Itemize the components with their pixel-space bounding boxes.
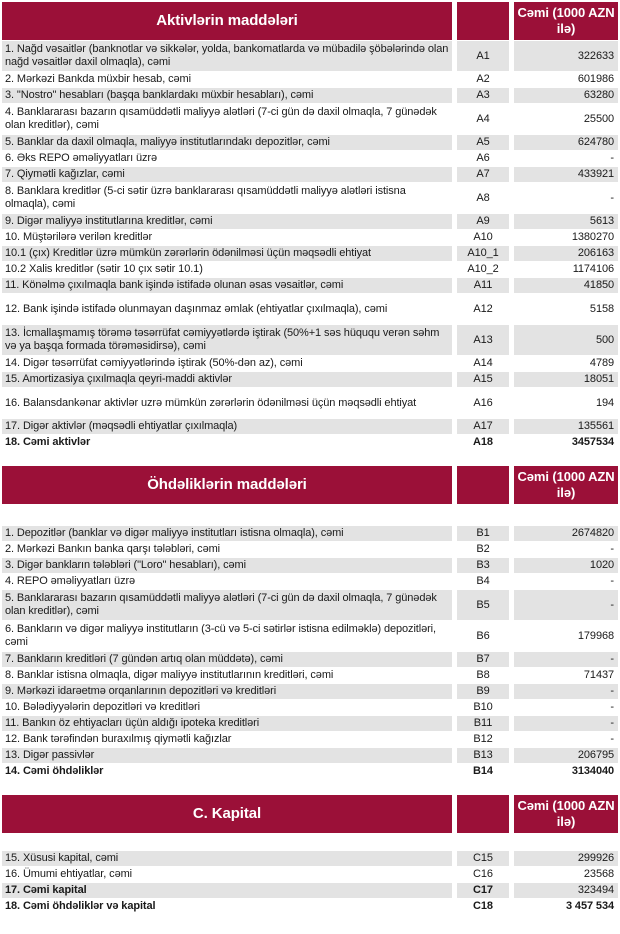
row-item-code: B9	[457, 684, 509, 699]
section-rows	[2, 41, 618, 450]
section-title: Aktivlərin maddələri	[2, 2, 452, 40]
row-item-value: -	[610, 191, 614, 204]
row-item-label: 8. Banklara kreditlər (5-ci sətir üzrə banklararası qısamüddətli maliyyə alətləri istisna olmaqla), cəmi	[5, 185, 406, 210]
table-row	[2, 419, 618, 434]
row-item-value: 25500	[583, 112, 614, 125]
row-item-code: B14	[473, 765, 493, 777]
table-row	[2, 167, 618, 182]
row-item-code: A9	[457, 214, 509, 229]
row-item-label: 14. Digər təsərrüfat cəmiyyətlərində iştirak (50%-dən az), cəmi	[5, 357, 303, 369]
row-item-label: 7. Bankların kreditləri (7 gündən artıq olan müddətə), cəmi	[2, 652, 452, 667]
table-row	[2, 214, 618, 229]
row-item-label: 18. Cəmi aktivlər	[5, 436, 91, 448]
table-row	[2, 388, 618, 418]
table-row	[2, 356, 618, 371]
report-section	[2, 2, 618, 450]
row-item-code: B3	[457, 558, 509, 573]
row-item-label: 16. Ümumi ehtiyatlar, cəmi	[5, 868, 132, 880]
amount-column-header: Cəmi (1000 AZN ilə)	[514, 2, 618, 40]
row-item-code: B10	[473, 701, 493, 713]
table-row	[2, 435, 618, 450]
row-item-label: 10.2 Xalis kreditlər (sətir 10 çıx sətir 10.1)	[5, 263, 203, 275]
row-item-label: 9. Mərkəzi idarəetmə orqanlarının depozitləri və kreditləri	[2, 684, 452, 699]
row-item-label: 5. Banklar da daxil olmaqla, maliyyə institutlarındakı depozitlər, cəmi	[2, 135, 452, 150]
row-item-label: 10. Bələdiyyələrin depozitləri və kreditləri	[5, 701, 200, 713]
row-item-label: 10.1 (çıx) Kreditlər üzrə mümkün zərərlərin ödənilməsi üçün məqsədli ehtiyat	[2, 246, 452, 261]
table-row	[2, 652, 618, 667]
row-item-value: 3134040	[571, 765, 614, 777]
table-row	[2, 668, 618, 683]
row-item-label: 2. Mərkəzi Bankda müxbir hesab, cəmi	[5, 73, 191, 85]
row-item-code: B2	[476, 543, 490, 555]
row-item-value: 71437	[583, 669, 614, 681]
row-item-value: -	[514, 590, 618, 620]
section-rows	[2, 526, 618, 779]
row-item-label: 17. Cəmi kapital	[2, 883, 452, 898]
table-row	[2, 526, 618, 541]
table-row	[2, 867, 618, 882]
row-item-value: 624780	[514, 135, 618, 150]
row-item-label: 1. Nağd vəsaitlər (banknotlar və sikkələr, yolda, bankomatlarda və mübadilə şöbələrində olan nağd vəsaitlər daxil olmaqla), cəmi	[2, 41, 452, 71]
table-row	[2, 325, 618, 355]
row-item-label: 9. Digər maliyyə institutlarına kreditlər, cəmi	[2, 214, 452, 229]
section-title: C. Kapital	[2, 795, 452, 833]
row-item-code: A10	[473, 231, 493, 243]
row-item-value: -	[514, 716, 618, 731]
row-item-label: 4. Banklararası bazarın qısamüddətli maliyyə alətləri (7-ci gün də daxil olmaqla, 7 günədək olan kreditlər), cəmi	[5, 106, 437, 131]
section-title: Öhdəliklərin maddələri	[2, 466, 452, 504]
row-item-label: 11. Könəlmə çıxılmaqla bank işində istifadə olunan əsas vəsaitlər, cəmi	[2, 278, 452, 293]
table-row	[2, 558, 618, 573]
row-item-code: B7	[457, 652, 509, 667]
row-item-value: -	[610, 543, 614, 555]
table-row	[2, 764, 618, 779]
row-item-code: B4	[476, 575, 490, 587]
row-item-value: -	[610, 701, 614, 713]
row-item-label: 8. Banklar istisna olmaqla, digər maliyyə institutlarının kreditləri, cəmi	[5, 669, 334, 681]
row-item-label: 12. Bank işində istifadə olunmayan daşınmaz əmlak (ehtiyatlar çıxılmaqla), cəmi	[5, 302, 388, 315]
row-item-value: -	[610, 152, 614, 164]
row-item-label: 12. Bank tərəfindən buraxılmış qiymətli kağızlar	[5, 733, 232, 745]
row-item-code: C17	[457, 883, 509, 898]
section-rows	[2, 851, 618, 914]
row-item-code: A6	[476, 152, 490, 164]
row-item-code: A12	[473, 302, 493, 315]
row-item-value: 4789	[589, 357, 614, 369]
row-item-label: 10. Müştərilərə verilən kreditlər	[5, 231, 153, 243]
row-item-value: 299926	[514, 851, 618, 866]
row-item-label: 14. Cəmi öhdəliklər	[5, 765, 104, 777]
row-item-code: A4	[476, 112, 490, 125]
table-row	[2, 88, 618, 103]
table-row	[2, 621, 618, 651]
table-row	[2, 590, 618, 620]
row-item-code: B8	[476, 669, 490, 681]
table-row	[2, 700, 618, 715]
table-row	[2, 574, 618, 589]
row-item-label: 18. Cəmi öhdəliklər və kapital	[5, 900, 156, 912]
section-header-code-spacer	[457, 795, 509, 833]
row-item-code: C18	[473, 900, 493, 912]
row-item-code: A13	[457, 325, 509, 355]
row-item-label: 15. Xüsusi kapital, cəmi	[2, 851, 452, 866]
table-row	[2, 732, 618, 747]
row-item-label: 7. Qiymətli kağızlar, cəmi	[2, 167, 452, 182]
table-row	[2, 135, 618, 150]
row-item-code: C15	[457, 851, 509, 866]
table-row	[2, 748, 618, 763]
row-item-code: A15	[457, 372, 509, 387]
row-item-code: B11	[457, 716, 509, 731]
table-row	[2, 542, 618, 557]
report-section	[2, 795, 618, 914]
section-header-code-spacer	[457, 466, 509, 504]
row-item-value: 18051	[514, 372, 618, 387]
table-row	[2, 899, 618, 914]
row-item-label: 4. REPO əməliyyatları üzrə	[5, 575, 136, 587]
table-row	[2, 262, 618, 277]
table-row	[2, 278, 618, 293]
row-item-value: 2674820	[514, 526, 618, 541]
row-item-code: A10_2	[467, 263, 499, 275]
row-item-label: 2. Mərkəzi Bankın banka qarşı tələbləri, cəmi	[5, 543, 220, 555]
table-row	[2, 41, 618, 71]
row-item-label: 3. Digər bankların tələbləri ("Loro" hesabları), cəmi	[2, 558, 452, 573]
row-item-value: 1380270	[571, 231, 614, 243]
row-item-value: 3457534	[571, 436, 614, 448]
row-item-code: B13	[457, 748, 509, 763]
section-header-row	[2, 466, 618, 504]
table-row	[2, 183, 618, 213]
row-item-code: A16	[473, 396, 493, 409]
row-item-code: C16	[473, 868, 493, 880]
row-item-value: 194	[595, 396, 614, 409]
table-row	[2, 883, 618, 898]
row-item-value: 135561	[514, 419, 618, 434]
row-item-value: 41850	[514, 278, 618, 293]
row-item-label: 15. Amortizasiya çıxılmaqla qeyri-maddi aktivlər	[2, 372, 452, 387]
row-item-value: 3 457 534	[565, 900, 614, 912]
row-item-value: 5158	[589, 302, 614, 315]
row-item-value: 323494	[514, 883, 618, 898]
row-item-value: 179968	[577, 629, 614, 642]
row-item-value: -	[610, 733, 614, 745]
section-header-row	[2, 2, 618, 40]
row-item-label: 13. Digər passivlər	[2, 748, 452, 763]
table-row	[2, 72, 618, 87]
row-item-value: 433921	[514, 167, 618, 182]
section-header-code-spacer	[457, 2, 509, 40]
row-item-value: 1174106	[572, 263, 614, 275]
table-row	[2, 372, 618, 387]
row-item-label: 5. Banklararası bazarın qısamüddətli maliyyə alətləri (7-ci gün də daxil olmaqla, 7 günədək olan kreditlər), cəmi	[2, 590, 452, 620]
row-item-label: 6. Bankların və digər maliyyə institutların (3-cü və 5-ci sətirlər istisna edilməklə) depozitləri, cəmi	[5, 623, 436, 648]
amount-column-header: Cəmi (1000 AZN ilə)	[514, 795, 618, 833]
row-item-code: A17	[457, 419, 509, 434]
row-item-code: A18	[473, 436, 493, 448]
table-row	[2, 684, 618, 699]
table-row	[2, 230, 618, 245]
row-item-label: 13. İcmallaşmamış törəmə təsərrüfat cəmiyyətlərdə iştirak (50%+1 səs hüququ verən səhm və ya başqa formada törəməsidirsə), cəmi	[2, 325, 452, 355]
row-item-code: A3	[457, 88, 509, 103]
row-item-value: 206163	[514, 246, 618, 261]
row-item-value: 23568	[583, 868, 614, 880]
table-row	[2, 294, 618, 324]
row-item-value: 601986	[577, 73, 614, 85]
row-item-value: 1020	[514, 558, 618, 573]
row-item-code: A11	[457, 278, 509, 293]
section-header-row	[2, 795, 618, 833]
row-item-value: -	[514, 652, 618, 667]
row-item-value: 322633	[514, 41, 618, 71]
row-item-value: -	[514, 684, 618, 699]
row-item-code: B5	[457, 590, 509, 620]
row-item-code: B12	[473, 733, 493, 745]
row-item-code: A1	[457, 41, 509, 71]
row-item-code: A8	[476, 191, 490, 204]
row-item-code: B6	[476, 629, 490, 642]
row-item-value: 206795	[514, 748, 618, 763]
table-row	[2, 246, 618, 261]
row-item-label: 17. Digər aktivlər (məqsədli ehtiyatlar çıxılmaqla)	[2, 419, 452, 434]
row-item-code: A2	[476, 73, 490, 85]
row-item-value: -	[610, 575, 614, 587]
table-row	[2, 151, 618, 166]
row-item-label: 6. Əks REPO əməliyyatları üzrə	[5, 152, 157, 164]
row-item-value: 63280	[514, 88, 618, 103]
row-item-label: 16. Balansdankənar aktivlər uzrə mümkün zərərlərin ödənilməsi üçün məqsədli ehtiyat	[5, 396, 417, 409]
amount-column-header: Cəmi (1000 AZN ilə)	[514, 466, 618, 504]
row-item-code: A7	[457, 167, 509, 182]
row-item-label: 3. "Nostro" hesabları (başqa banklardakı müxbir hesabları), cəmi	[2, 88, 452, 103]
report-section	[2, 466, 618, 779]
row-item-code: A14	[473, 357, 493, 369]
row-item-value: 500	[514, 325, 618, 355]
row-item-code: A5	[457, 135, 509, 150]
row-item-label: 11. Bankın öz ehtiyacları üçün aldığı ipoteka kreditləri	[2, 716, 452, 731]
table-row	[2, 851, 618, 866]
row-item-code: A10_1	[457, 246, 509, 261]
table-row	[2, 104, 618, 134]
table-row	[2, 716, 618, 731]
row-item-value: 5613	[514, 214, 618, 229]
row-item-label: 1. Depozitlər (banklar və digər maliyyə institutları istisna olmaqla), cəmi	[2, 526, 452, 541]
row-item-code: B1	[457, 526, 509, 541]
